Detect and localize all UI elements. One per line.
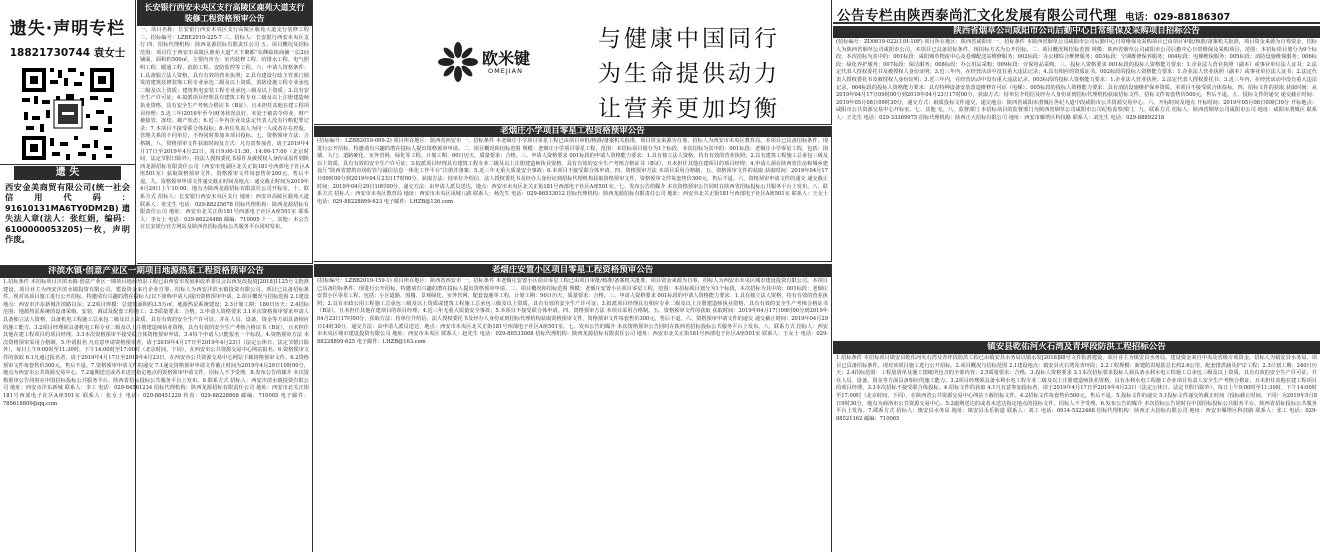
agent-header-phone: 电话：029-88186307 — [1125, 12, 1231, 23]
flower-logo-icon — [438, 42, 478, 82]
brand-logo — [438, 40, 531, 86]
tobacco-notice-body: (招标编号：ZD0619-022(1)H-10F) 项目所在地区：陕西省咸阳市 一、招标条件 本陕西省烟草公司咸阳市公司后勤中心日常维保及采购项目已由项目审批/核准/备案机关批准，项目资金来源为自筹资金，招标人为陕西省烟草公司咸阳市公司。本项目已具备招标条件，现招标方式为公开招标。二、项目概况和招标范围 规模：陕西省烟草公司咸阳市公司后勤中心日常维保及采购项目，范围：本招标项目划分为9个标段，本次招标为其中的：001标段：咸阳烟草物流中心及卷烟配送站维修服务；002标段：办公楼综合维修服务；003标段：空调维修保养服务；004标段：电梯维保服务；005标段：消防设施维保服务；006标段：绿化养护服务；007标段：保洁服务；008标段：办公用品采购；009标段：劳保用品采购。三、投标人资格要求 001标段的投标人资格能力要求：1.企业法人营业执照（副本）或事业单位法人证书；2.法定代表人授权委托书及被授权人身份证明；3.近三年内，在经营活动中没有重大违法记录；4.具有相应的资质证书。002标段的投标人资格能力要求：1.企业法人营业执照（副本）或事业单位法人证书；2.法定代表人授权委托书及被授权人身份证明；3.近三年内，在经营活动中没有重大违法记录。003标段的投标人资格能力要求：1.企业法人营业执照；2.法定代表人授权委托书；3.近三年内，在经营活动中没有重大违法记录。004标段的投标人资格能力要求：具有特种设备安装改造维修许可证（电梯）。005标段的投标人资格能力要求：具有消防设施维护保养资质。本项目不接受联合体投标。四、招标文件的获取 获取时间：从2019年04月17日09时00分到2019年04月23日17时00分，获取方式：持单位介绍信及经办人身份证到招标代理机构获取招标文件，招标文件每套售价500元，售后不退。五、投标文件的递交 递交截止时间：2019年05月08日09时30分，递交方式：纸质投标文件递交，递交地点：陕西省咸阳市渭城区世纪大道中段咸阳市公共资源交易中心。六、开标时间及地点 开标时间：2019年05月08日09时30分 开标地点：咸阳市公共资源交易中心开标室。七、其他 无。八、监督部门 本招标项目的监督部门为陕西省烟草公司咸阳市公司纪检监察部门。九、联系方式 招标人：陕西省烟草公司咸阳市公司 地址：咸阳市渭城区 联系人：王先生 电话：029-33369975 招标代理机构：陕西正大招标有限公司 地址：西安市雁塔区科技路 联系人：刘先生 电话：029-88892218 — [836, 39, 1318, 121]
fengbin-notice-title: 沣滨水镇·创意产业区一期项目地源热泵工程资格预审公告 — [0, 266, 312, 278]
brand-ad — [314, 0, 832, 125]
slogan-2: 为生命提供动力 — [598, 61, 780, 87]
brand-sub: OMEJIAN — [488, 67, 523, 75]
zhenan-notice-body: 1.招标条件 本招标项目镇安县乾佑河火石湾及青坪段防洪工程已由镇安县水务局以镇水发[2018]88号文件批准建设，项目业主为镇安县水务局，建设资金来自中央及省级专项资金，招标人为镇安县水务局。项目已具备招标条件，现对该项目施工进行公开招标。2.项目概况与招标范围 2.1建设地点：镇安县火石湾及青坪段；2.2工程规模：新建防洪堤防总长约2.6公里，配套排洪涵及护岸工程；2.3计划工期：240日历天；2.4招标范围：工程量清单及施工图纸所包含的全部内容；2.5质量要求：合格。3.投标人资格要求 3.1本次招标要求投标人须具备水利水电工程施工总承包三级及以上资质，具有有效的安全生产许可证，并在人员、设备、资金等方面具备相应的施工能力。3.2项目经理须具备水利水电工程专业二级及以上注册建造师执业资格，具有水利水电工程施工企业项目负责人安全生产考核合格证，且未担任其他在建工程项目的项目经理。3.3本次招标不接受联合体投标。4.招标文件的获取 4.1凡有意参加投标者，请于2019年4月17日至2019年4月23日（法定公休日、法定节假日除外），每日上午9:00时至11:30时，下午14:00时至17:00时（北京时间，下同），在陕西省公共资源交易中心网站下载招标文件。4.2招标文件每套售价500元，售后不退。5.投标文件的递交 5.1投标文件递交的截止时间（投标截止时间，下同）为2019年5月8日9时30分，地点为商洛市公共资源交易中心。5.2逾期送达的或者未送达指定地点的投标文件，招标人不予受理。6.发布公告的媒介 本次招标公告同时在中国招标投标公共服务平台、陕西省招标投标公共服务平台上发布。7.联系方式 招标人：镇安县水务局 地址：镇安县永乐街道 联系人：刘工 电话：0914-5322468 招标代理机构：陕西正大招标有限公司 地址：西安市雁塔区科技路 联系人：张工 电话：029-88521162 邮编：710065 — [836, 355, 1317, 422]
agent-header-text: 公告专栏由陕西泰尚汇文化发展有限公司代理 — [837, 8, 1117, 24]
slogan-3: 让营养更加均衡 — [598, 96, 780, 122]
bank-notice — [137, 0, 313, 264]
fengbin-notice-body: 1.招标条件 本招标项目沣滨水镇·创意产业区一期项目地源热泵工程已由西安市发展和改革委员会以西发改投资[2018]1125号文批准建设，项目业主为西安沣滨水镇投资有限公司，建设资金来自企业自筹，招标人为西安沣滨水镇投资有限公司。项目已具备招标条件，现对该项目施工进行公开招标，特邀请有兴趣的潜在投标人(以下简称申请人)提出资格预审申请。2.项目概况与招标范围 2.1建设地点：西安市沣东新城沣滨路以东；2.2项目规模：总建筑面积约3.5万㎡，地源热泵系统建设；2.3计划工期：180日历天；2.4招标范围：地源热泵系统的设备采购、安装、调试及配套工程施工；2.5质量要求：合格。3.申请人资格要求 3.1本次资格预审要求申请人具备独立法人资格，具备机电工程施工总承包二级及以上资质，具有有效的安全生产许可证，并在人员、设备、资金等方面具备相应的施工能力。3.2项目经理须具备机电工程专业二级及以上注册建造师执业资格，具有有效的安全生产考核合格证书（B证），且未担任其他在建工程项目的项目经理。3.3本次资格预审不接受联合体资格预审申请。3.4每个申请人只能报名一个标段。4.资格预审方法 本次资格预审采用合格制。5.申请报名 凡有意申请资格预审者，请于2019年4月17日至2019年4月23日（法定公休日、法定节假日除外），每日上午9:00时至11:30时，下午14:00时至17:00时（北京时间，下同），在西安市公共资源交易中心网站报名。6.资格预审文件的获取 6.1凡通过报名者，请于2019年4月17日至2019年4月23日，在西安市公共资源交易中心网站下载资格预审文件。6.2资格预审文件每套售价300元，售后不退。7.资格预审申请文件的递交 7.1递交资格预审申请文件截止时间为2019年4月29日10时00分，地点为西安市公共资源交易中心。7.2逾期送达或者未送达指定地点的资格预审申请文件，招标人不予受理。8.发布公告的媒介 本次资格预审公告同时在中国招标投标公共服务平台、陕西省招标投标公共服务平台上发布。9.联系方式 招标人：西安沣滨水镇投资有限公司 地址：西安市沣东新城 联系人：李工 电话：029-84561234 招标代理机构：陕西龙源招标有限责任公司 地址：西安市北关正街181号西部电子社区A座501室 联系人：张女士 电话：029-88451228 传真：029-88228808 邮编：710005 电子邮件：785618800@qq.com — [3, 279, 309, 407]
school-notice — [314, 126, 832, 262]
school-notice-title: 老烟庄小学项目零星工程资格预审公告 — [314, 126, 831, 137]
tobacco-notice — [833, 0, 1320, 340]
slogan-1: 与健康中国同行 — [598, 26, 780, 52]
lost-notice-text: 西安金美商贸有限公司(统一社会信用代码：91610131MA6TY0DM2B)遗失法人章(法人：张红娟，编码：6100000053205)一枚，声明作废。 — [5, 182, 130, 245]
resettlement-notice-body: (招标编号：LZBB2019-159-1) 项目所在地区：陕西省西安市 一、招标条件 本老烟庄安置小区项目零星工程已由项目审批/核准/备案机关批准，项目资金来源为自筹，招标人为西安市未央区城市建设投资有限公司。本项目已具备招标条件，现进行公开招标，特邀请有兴趣的潜在投标人提出资格预审申请。二、项目概况和招标范围 规模：老烟庄安置小区项目零星工程，范围：本招标项目划分为1个标段，本次招标为其中的：001标段：老烟庄安置小区零星工程，包括：小区道路、围墙、景观绿化、室外管网、配套设施等工程，计划工期：90日历天，质量要求：合格。三、申请人资格要求 001标段的申请人资格能力要求：1.具有独立法人资格，持有有效的营业执照；2.具有市政公用工程施工总承包三级及以上资质或建筑工程施工总承包三级及以上资质，具有有效的安全生产许可证；3.拟派项目经理具有相应专业二级及以上注册建造师执业资格，具有有效的安全生产考核合格证书（B证），且未担任其他在建项目的项目经理；4.近三年无重大质量安全事故；5.本项目不接受联合体申请。四、资格预审方法 本项目采用合格制。五、资格预审文件的获取 获取时间：2019年04月17日09时00分到2019年04月23日17时00分，获取方法：持单位介绍信、法人授权委托书及经办人身份证到招标代理机构获取资格预审文件，资格预审文件每套售价300元，售后不退。六、资格预审申请文件的递交 递交截止时间：2019年04月29日14时30分，递交方法：由申请人派员送达，地点：西安市未央区北关正街181号西部电子社区A座501室。七、发布公告的媒介 本次资格预审公告同时在陕西省招标投标公共服务平台上发布。八、联系方式 招标人：西安市未央区城市建设投资有限公司 地址：西安市未央区 联系人：赵先生 电话：029-86533068 招标代理机构：陕西龙源招标有限责任公司 地址：西安市北关正街181号西部电子社区A座501室 联系人：王女士 电话：029-88228899-625 电子邮件：LHZB@163.com — [317, 278, 828, 345]
fengbin-notice — [0, 265, 313, 552]
bank-notice-title: 长安银行西安未央区支行高陵区鹿苑大道支行装修工程资格预审公告 — [137, 0, 312, 26]
resettlement-notice-title: 老烟庄安置小区项目零星工程资格预审公告 — [314, 265, 831, 277]
zhenan-notice-title: 镇安县乾佑河火石湾及青坪段防洪工程招标公告 — [833, 342, 1320, 354]
lost-notice-heading: 遗 失 — [14, 166, 121, 180]
lost-found-phone: 18821730744 袁女士 — [9, 47, 126, 59]
zhenan-notice — [833, 341, 1320, 552]
qr-code — [20, 66, 116, 162]
tobacco-notice-title: 陕西省烟草公司咸阳市公司后勤中心日常维保及采购项目招标公告 — [833, 26, 1320, 38]
lost-found-title: 遗失·声明专栏 — [9, 19, 126, 39]
school-notice-body: (招标编号：LZBB2019-099-2) 项目所在地区：陕西省西安市 一、招标条件 本老烟庄小学项目零星工程已由项目审批/核准/备案机关批准，项目资金来源为自筹，招标人为西安市未央区教育局。本项目已具备招标条件，现进行公开招标，特邀请有兴趣的潜在投标人提出资格预审申请。二、项目概况和招标范围 规模：老烟庄小学项目零星工程，范围：本招标项目划分为1个标段，本次招标为其中的：001标段：老烟庄小学零星工程，包括：围墙、大门、道路硬化、室外管网、绿化等工程，计划工期：60日历天，质量要求：合格。三、申请人资格要求 001标段的申请人资格能力要求：1.具有独立法人资格，持有有效的营业执照；2.具有建筑工程施工总承包三级及以上资质，具有有效的安全生产许可证；3.拟派项目经理具有建筑工程专业二级及以上注册建造师执业资格，具有有效的安全生产考核合格证书（B证），且未担任其他在建项目的项目经理；4.申请人须在陕西省住房和城乡建设厅“陕西省建筑市场监管与诚信信息一体化工作平台”注册并备案；5.近三年无重大质量安全事故；6.本项目不接受联合体申请。四、资格预审方法 本项目采用合格制。五、资格预审文件的获取 获取时间：2019年04月17日09时00分到2019年04月23日17时00分，获取方法：持单位介绍信、法人授权委托书及经办人身份证到招标代理机构获取资格预审文件，资格预审文件每套售价300元，售后不退。六、资格预审申请文件的递交 递交截止时间：2019年04月29日10时00分，递交方法：由申请人派员送达，地点：西安市未央区北关正街181号西部电子社区A座501室。七、发布公告的媒介 本次资格预审公告同时在陕西省招标投标公共服务平台上发布。八、联系方式 招标人：西安市未央区教育局 地址：西安市未央区凤城八路 联系人：杨先生 电话：029-86533012 招标代理机构：陕西龙源招标有限责任公司 地址：西安市北关正街181号西部电子社区A座501室 联系人：王女士 电话：029-88228899-623 电子邮件：LHZB@126.com — [317, 138, 828, 205]
agent-header — [833, 0, 1320, 24]
brand-name: 欧米键 — [482, 49, 531, 68]
resettlement-notice — [314, 264, 832, 552]
bank-notice-body: 一、项目名称：长安银行西安未央区支行高陵区鹿苑大道支行装修工程 二、招标编号：LZBE2019-225-7 三、招标人：长安银行西安未央区支行 四、招标代理机构：陕西龙源招标有限责任公司 五、项目概况及招标范围：项目位于西安市高陵区鹿苑大道“天下聚都”东侧临街商铺一层2间铺面，面积约500㎡，主要内容为：室内装修工程、给排水工程、电气照明工程、暖通工程、消防工程、安防监控等工程。六、申请人资格条件：1.具备独立法人资格，具有有效的营业执照；2.具有建设行政主管部门颁发的建筑装修装饰工程专业承包二级及以上资质，消防设施工程专业承包二级及以上资质；建筑机电安装工程专业承包三级及以上资质；3.具有安全生产许可证；4.拟派项目经理具有建筑工程专业二级及以上注册建造师执业资格，具有安全生产考核合格证书（B证），且未担任其他在建工程项目经理；5.近三年(2016年至今)财务状况良好，未处于被责令停业、财产被接管、冻结、破产状态；6.近三年内企业及法定代表人没有行贿犯罪记录；7.本项目不接受联合体投标；8.单位负责人为同一人或者存在控股、管理关系的不同单位，不得同时参加本项目投标。七、资格预审方法：合格制。八、资格预审文件获取时间及方式：凡有意参加者，请于2019年4月17日至2019年4月23日，每日9:00-11:30，14:00-17:00（北京时间，法定节假日除外），持法人授权委托书原件及被授权人身份证原件到陕西龙源招标有限责任公司（西安市莲湖区北关正街181号西部电子社区A座501室）获取资格预审文件，资格预审文件每套售价200元，售后不退。九、资格预审申请文件递交截止时间及地点：递交截止时间为2019年4月29日上午10:00，地点为陕西龙源招标有限责任公司开标室。十、联系方式 招标人：长安银行西安未央区支行 地址：西安市高陵区鹿苑大道 联系人：张先生 电话：029-88225678 招标代理机构：陕西龙源招标有限责任公司 地址：西安市北关正街181号西部电子社区A座501室 联系人：李女士 电话：029-86224488 邮编：710005 十一、其他：本公告在长安银行官方网站及陕西省招标投标公共服务平台同时发布。 — [140, 27, 309, 231]
